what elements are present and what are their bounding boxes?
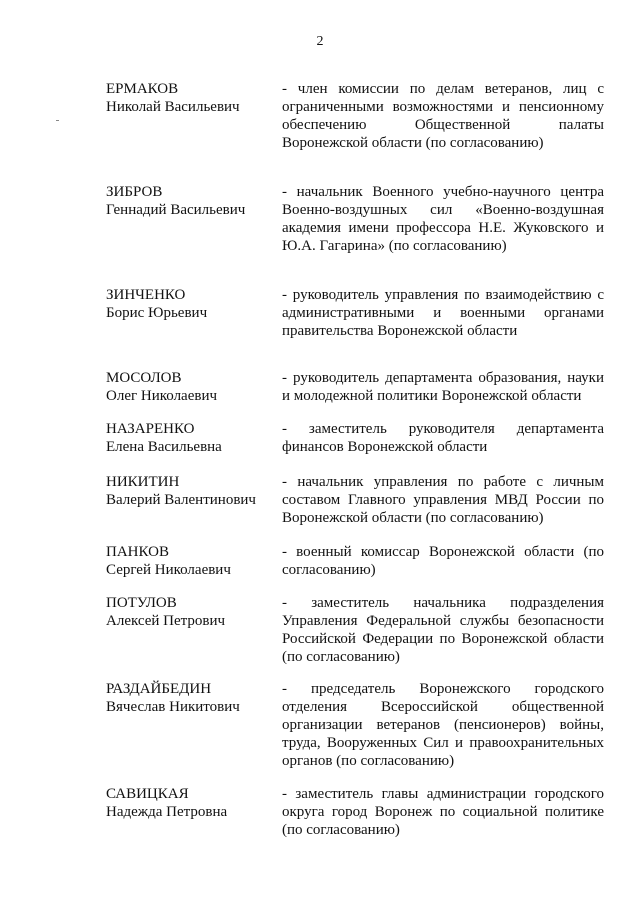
member-entry — [106, 80, 604, 152]
member-role: - руководитель управления по взаимодействию с административными и военными органами правительства Воронежской области — [282, 287, 604, 339]
member-given-names: Борис Юрьевич — [106, 305, 208, 321]
member-surname: САВИЦКАЯ — [106, 786, 189, 802]
member-role: - руководитель департамента образования, науки и молодежной политики Воронежской области — [282, 370, 604, 404]
member-role: - заместитель главы администрации городского округа город Воронеж по социальной политике (по согласованию) — [282, 786, 604, 838]
member-surname: МОСОЛОВ — [106, 370, 182, 386]
margin-mark — [56, 120, 59, 121]
page-number: 2 — [316, 34, 324, 49]
member-entry — [106, 594, 604, 666]
member-surname: НАЗАРЕНКО — [106, 421, 195, 437]
member-role: - военный комиссар Воронежской области (по согласованию) — [282, 544, 604, 578]
member-given-names: Геннадий Васильевич — [106, 202, 246, 218]
member-surname: РАЗДАЙБЕДИН — [106, 681, 212, 697]
member-entry — [106, 543, 604, 579]
member-surname: ПАНКОВ — [106, 544, 169, 560]
member-entry — [106, 473, 604, 527]
member-role: - начальник управления по работе с личным составом Главного управления МВД России по Воронежской области (по согласованию) — [282, 474, 604, 526]
member-entry — [106, 680, 604, 770]
member-given-names: Алексей Петрович — [106, 613, 226, 629]
member-name — [106, 473, 282, 509]
member-role: - заместитель начальника подразделения Управления Федеральной службы безопасности Российской Федерации по Воронежской области (по согласованию) — [282, 595, 604, 665]
member-role: - заместитель руководителя департамента финансов Воронежской области — [282, 421, 604, 455]
member-given-names: Вячеслав Никитович — [106, 699, 240, 715]
member-name — [106, 785, 282, 821]
member-given-names: Валерий Валентинович — [106, 492, 256, 508]
member-name — [106, 420, 282, 456]
member-role: - член комиссии по делам ветеранов, лиц с ограниченными возможностями и пенсионному обеспечению Общественной палаты Воронежской области (по согласованию) — [282, 81, 604, 151]
member-entry — [106, 183, 604, 255]
member-list — [106, 80, 604, 839]
member-given-names: Олег Николаевич — [106, 388, 218, 404]
member-name — [106, 286, 282, 322]
member-role: - председатель Воронежского городского отделения Всероссийской общественной организации ветеранов (пенсионеров) войны, труда, Вооруженных Сил и правоохранительных органов (по согласованию) — [282, 681, 604, 769]
member-surname: НИКИТИН — [106, 474, 180, 490]
member-name — [106, 680, 282, 716]
member-role: - начальник Военного учебно-научного центра Военно-воздушных сил «Военно-воздушная академия имени профессора Н.Е. Жуковского и Ю.А. Гагарина» (по согласованию) — [282, 184, 604, 254]
member-entry — [106, 420, 604, 456]
member-surname: ЗИБРОВ — [106, 184, 163, 200]
member-entry — [106, 369, 604, 405]
member-entry — [106, 785, 604, 839]
member-name — [106, 594, 282, 630]
member-given-names: Надежда Петровна — [106, 804, 228, 820]
member-name — [106, 80, 282, 116]
member-name — [106, 183, 282, 219]
member-name — [106, 369, 282, 405]
member-surname: ЗИНЧЕНКО — [106, 287, 186, 303]
member-surname: ЕРМАКОВ — [106, 81, 179, 97]
member-given-names: Сергей Николаевич — [106, 562, 231, 578]
member-surname: ПОТУЛОВ — [106, 595, 177, 611]
member-given-names: Николай Васильевич — [106, 99, 240, 115]
member-entry — [106, 286, 604, 340]
member-given-names: Елена Васильевна — [106, 439, 222, 455]
member-name — [106, 543, 282, 579]
